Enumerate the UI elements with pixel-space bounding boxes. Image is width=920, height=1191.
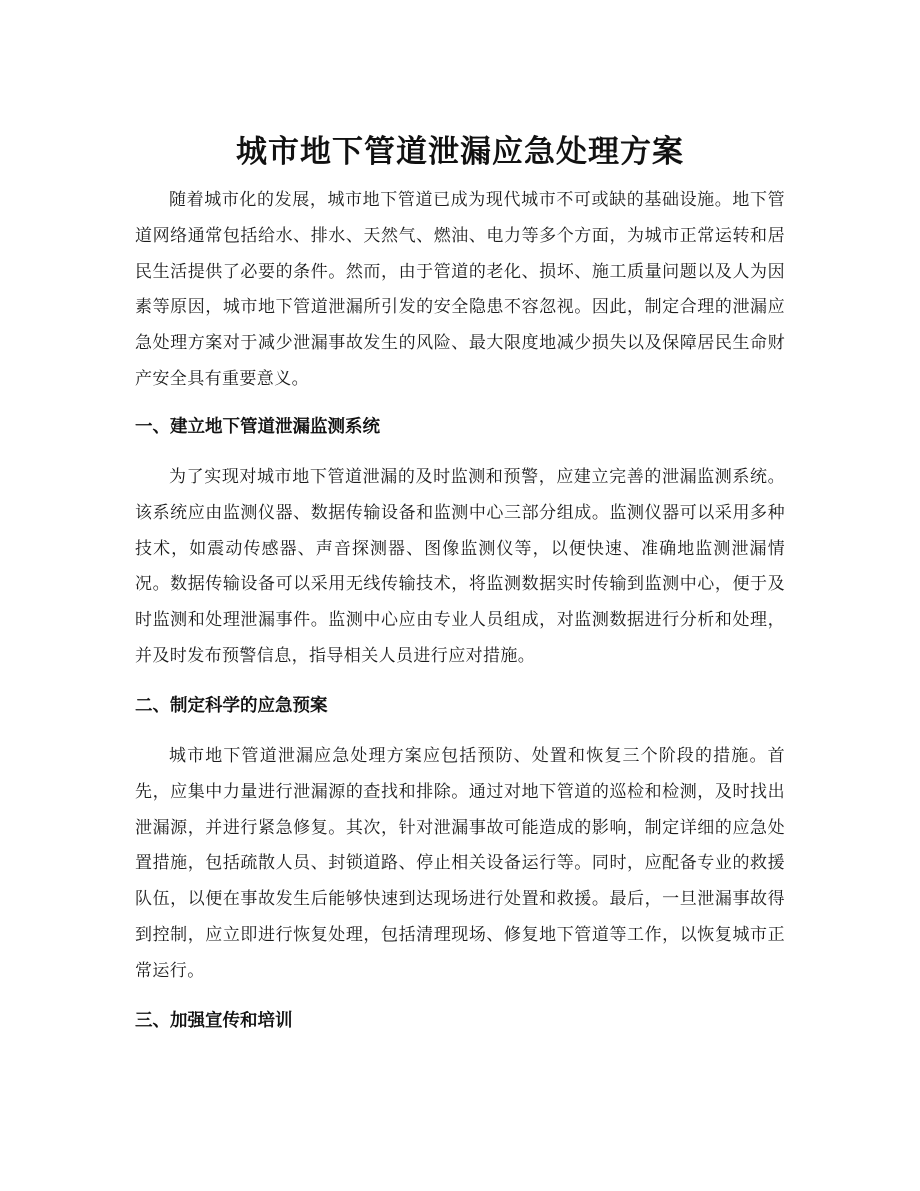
section-1-paragraph: 为了实现对城市地下管道泄漏的及时监测和预警，应建立完善的泄漏监测系统。该系统应由监测仪器、数据传输设备和监测中心三部分组成。监测仪器可以采用多种技术，如震动传感器、声音探测器、图像监测仪等，以便快速、准确地监测泄漏情况。数据传输设备可以采用无线传输技术，将监测数据实时传输到监测中心，便于及时监测和处理泄漏事件。监测中心应由专业人员组成，对监测数据进行分析和处理，并及时发布预警信息，指导相关人员进行应对措施。	[135, 467, 785, 666]
document-title: 城市地下管道泄漏应急处理方案	[236, 133, 684, 170]
intro-paragraph: 随着城市化的发展，城市地下管道已成为现代城市不可或缺的基础设施。地下管道网络通常包括给水、排水、天然气、燃油、电力等多个方面，为城市正常运转和居民生活提供了必要的条件。然而，由于管道的老化、损坏、施工质量问题以及人为因素等原因，城市地下管道泄漏所引发的安全隐患不容忽视。因此，制定合理的泄漏应急处理方案对于减少泄漏事故发生的风险、最大限度地减少损失以及保障居民生命财产安全具有重要意义。	[135, 190, 785, 389]
section-1-heading: 一、建立地下管道泄漏监测系统	[135, 417, 380, 437]
section-2-paragraph: 城市地下管道泄漏应急处理方案应包括预防、处置和恢复三个阶段的措施。首先，应集中力量进行泄漏源的查找和排除。通过对地下管道的巡检和检测，及时找出泄漏源，并进行紧急修复。其次，针对泄漏事故可能造成的影响，制定详细的应急处置措施，包括疏散人员、封锁道路、停止相关设备运行等。同时，应配备专业的救援队伍，以便在事故发生后能够快速到达现场进行处置和救援。最后，一旦泄漏事故得到控制，应立即进行恢复处理，包括清理现场、修复地下管道等工作，以恢复城市正常运行。	[135, 746, 785, 981]
section-3-heading: 三、加强宣传和培训	[135, 1011, 293, 1031]
section-2-heading: 二、制定科学的应急预案	[135, 696, 328, 716]
